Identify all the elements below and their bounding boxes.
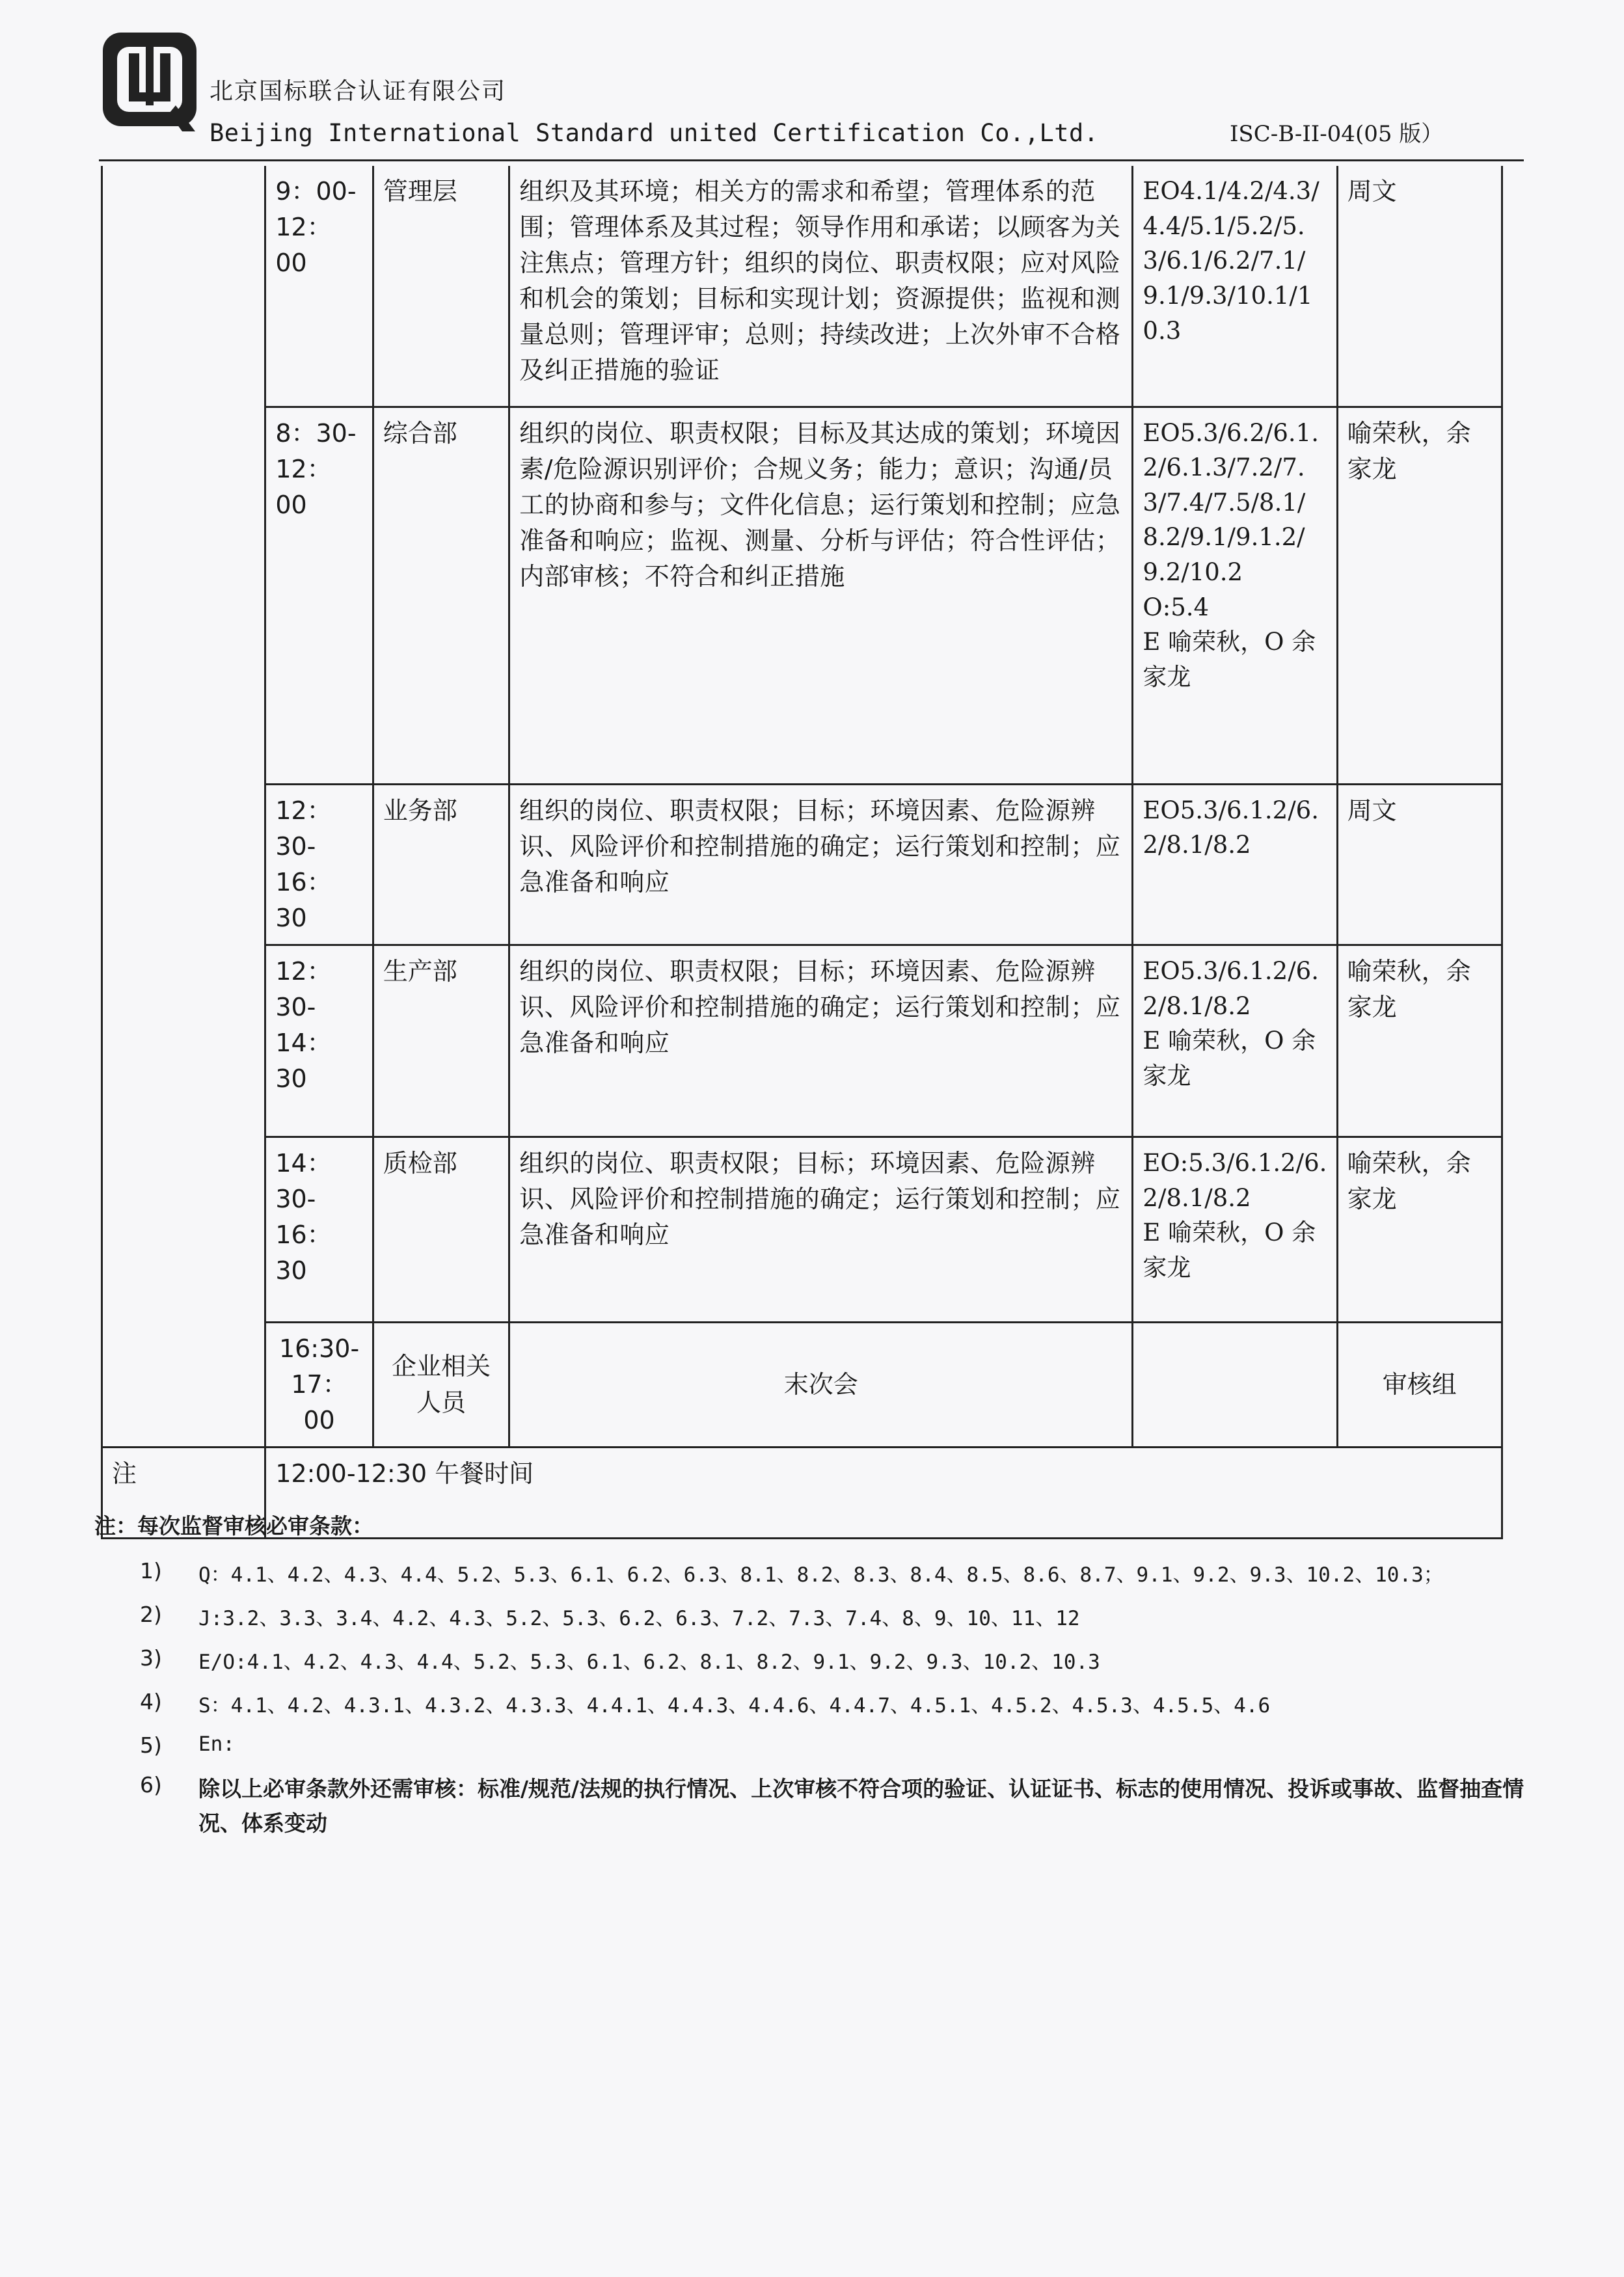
table-row bbox=[102, 407, 1502, 784]
clause-text: EO5.3/6.2/6.1.2/6.1.3/7.2/7.3/7.4/7.5/8.1/8.2/9.1/9.1.2/9.2/10.2 bbox=[1143, 418, 1319, 587]
content-cell: 组织的岗位、职责权限；目标；环境因素、危险源辨识、风险评价和控制措施的确定；运行策划和控制；应急准备和响应 bbox=[509, 1137, 1133, 1322]
dept-cell: 业务部 bbox=[373, 784, 509, 945]
company-name-en: Beijing International Standard united Certification Co.,Ltd. bbox=[210, 119, 1099, 147]
clause-cell bbox=[1133, 945, 1337, 1137]
dept-cell: 生产部 bbox=[373, 945, 509, 1137]
content-cell: 组织的岗位、职责权限；目标；环境因素、危险源辨识、风险评价和控制措施的确定；运行策划和控制；应急准备和响应 bbox=[509, 784, 1133, 945]
content-cell: 组织的岗位、职责权限；目标及其达成的策划；环境因素/危险源识别评价；合规义务；能力；意识；沟通/员工的协商和参与；文件化信息；运行策划和控制；应急准备和响应；监视、测量、分析与评估；符合性评估；内部审核；不符合和纠正措施 bbox=[509, 407, 1133, 784]
dept-cell: 企业相关人员 bbox=[373, 1322, 509, 1447]
list-item bbox=[94, 1689, 1526, 1718]
note-text-cell: 12:00-12:30 午餐时间 bbox=[265, 1448, 1502, 1539]
time-cell: 16:30-17：00 bbox=[265, 1322, 373, 1447]
clause-cell: EO5.3/6.1.2/6.2/8.1/8.2 bbox=[1133, 784, 1337, 945]
list-item-text: S：4.1、4.2、4.3.1、4.3.2、4.3.3、4.4.1、4.4.3、4.4.6、4.4.7、4.5.1、4.5.2、4.5.3、4.5.5、4.6 bbox=[198, 1694, 1271, 1718]
table-row bbox=[102, 784, 1502, 945]
content-cell: 组织的岗位、职责权限；目标；环境因素、危险源辨识、风险评价和控制措施的确定；运行策划和控制；应急准备和响应 bbox=[509, 945, 1133, 1137]
time-cell: 14：30-16：30 bbox=[265, 1137, 373, 1322]
table-row bbox=[102, 166, 1502, 407]
document-number: ISC-B-II-04(05 版） bbox=[1230, 121, 1444, 147]
time-cell: 9：00-12：00 bbox=[265, 166, 373, 407]
list-item-number: 6) bbox=[140, 1772, 162, 1798]
list-item-number: 2) bbox=[140, 1602, 162, 1627]
list-item-text: 除以上必审条款外还需审核：标准/规范/法规的执行情况、上次审核不符合项的验证、认证证书、标志的使用情况、投诉或事故、监督抽查情况、体系变动 bbox=[198, 1776, 1524, 1836]
auditor-cell: 喻荣秋，余家龙 bbox=[1337, 945, 1502, 1137]
table-row bbox=[102, 945, 1502, 1137]
clause-text: E 喻荣秋，O 余家龙 bbox=[1143, 628, 1316, 691]
dept-cell: 质检部 bbox=[373, 1137, 509, 1322]
list-item-number: 5) bbox=[140, 1732, 162, 1758]
time-cell: 12：30-16：30 bbox=[265, 784, 373, 945]
notes-title: 注：每次监督审核必审条款： bbox=[94, 1513, 373, 1539]
clause-cell: EO4.1/4.2/4.3/4.4/5.1/5.2/5.3/6.1/6.2/7.1/9.1/9.3/10.1/10.3 bbox=[1133, 166, 1337, 407]
dept-cell: 管理层 bbox=[373, 166, 509, 407]
auditor-cell: 审核组 bbox=[1337, 1322, 1502, 1447]
clause-cell bbox=[1133, 1137, 1337, 1322]
list-item bbox=[94, 1732, 1526, 1758]
list-item-text: En: bbox=[198, 1732, 235, 1756]
list-item-text: Q：4.1、4.2、4.3、4.4、5.2、5.3、6.1、6.2、6.3、8.1、8.2、8.3、8.4、8.5、8.6、8.7、9.1、9.2、9.3、10.2、10.3； bbox=[198, 1563, 1444, 1587]
content-cell: 组织及其环境；相关方的需求和希望；管理体系的范围；管理体系及其过程；领导作用和承诺；以顾客为关注焦点；管理方针；组织的岗位、职责权限；应对风险和机会的策划；目标和实现计划；资源提供；监视和测量总则；管理评审；总则；持续改进；上次外审不合格及纠正措施的验证 bbox=[509, 166, 1133, 407]
list-item-number: 3) bbox=[140, 1645, 162, 1671]
clause-text: E 喻荣秋，O 余家龙 bbox=[1143, 1027, 1316, 1090]
header-divider bbox=[99, 159, 1524, 161]
clause-text: EO:5.3/6.1.2/6.2/8.1/8.2 bbox=[1143, 1148, 1327, 1212]
list-item bbox=[94, 1772, 1526, 1841]
clause-text: EO5.3/6.1.2/6.2/8.1/8.2 bbox=[1143, 956, 1319, 1020]
note-label-cell: 注 bbox=[102, 1448, 265, 1539]
time-cell: 8：30-12：00 bbox=[265, 407, 373, 784]
auditor-cell: 喻荣秋，余家龙 bbox=[1337, 1137, 1502, 1322]
table-row bbox=[102, 1137, 1502, 1322]
mandatory-clauses-notes bbox=[94, 1509, 1526, 1855]
clause-text: E 喻荣秋，O 余家龙 bbox=[1143, 1219, 1316, 1282]
auditor-cell: 周文 bbox=[1337, 166, 1502, 407]
list-item bbox=[94, 1558, 1526, 1587]
dept-cell: 综合部 bbox=[373, 407, 509, 784]
content-cell: 末次会 bbox=[509, 1322, 1133, 1447]
clause-cell bbox=[1133, 1322, 1337, 1447]
list-item bbox=[94, 1602, 1526, 1631]
clause-text: O:5.4 bbox=[1143, 593, 1210, 621]
list-item-text: J:3.2、3.3、3.4、4.2、4.3、5.2、5.3、6.2、6.3、7.2、7.3、7.4、8、9、10、11、12 bbox=[198, 1607, 1080, 1630]
company-logo bbox=[98, 27, 202, 135]
list-item-number: 4) bbox=[140, 1689, 162, 1714]
audit-schedule-table bbox=[101, 166, 1503, 1539]
left-blank-cell bbox=[102, 166, 265, 1448]
list-item-text: E/O:4.1、4.2、4.3、4.4、5.2、5.3、6.1、6.2、8.1、8.2、9.1、9.2、9.3、10.2、10.3 bbox=[198, 1650, 1100, 1674]
clause-cell bbox=[1133, 407, 1337, 784]
auditor-cell: 喻荣秋，余家龙 bbox=[1337, 407, 1502, 784]
time-cell: 12：30-14：30 bbox=[265, 945, 373, 1137]
list-item bbox=[94, 1645, 1526, 1675]
company-name-cn: 北京国标联合认证有限公司 bbox=[210, 78, 507, 105]
auditor-cell: 周文 bbox=[1337, 784, 1502, 945]
table-row bbox=[102, 1322, 1502, 1447]
list-item-number: 1) bbox=[140, 1558, 162, 1583]
